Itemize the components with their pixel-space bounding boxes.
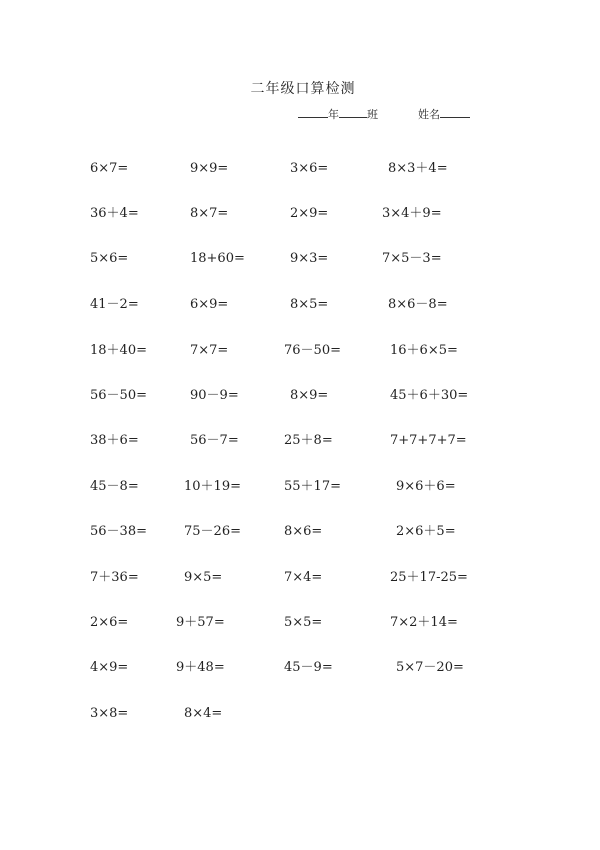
- problem-r1-c3: 3×6=: [290, 161, 329, 176]
- problem-r3-c1: 5×6=: [90, 251, 129, 266]
- problem-r10-c4: 25＋17-25=: [390, 570, 468, 585]
- problem-r2-c3: 2×9=: [290, 206, 329, 221]
- problem-r6-c1: 56－50=: [90, 388, 147, 403]
- problem-r8-c4: 9×6＋6=: [396, 479, 456, 494]
- class-blank: [339, 107, 367, 118]
- problem-r2-c2: 8×7=: [190, 206, 229, 221]
- page-title: 二年级口算检测: [250, 81, 356, 97]
- class-label: 班: [367, 108, 378, 121]
- problem-r4-c4: 8×6－8=: [388, 297, 448, 312]
- problem-r7-c1: 38＋6=: [90, 433, 139, 448]
- problem-r12-c3: 45－9=: [284, 660, 333, 675]
- problem-r1-c4: 8×3＋4=: [388, 161, 448, 176]
- problem-r8-c3: 55＋17=: [284, 479, 341, 494]
- problem-r4-c3: 8×5=: [290, 297, 329, 312]
- grade-blank: [298, 107, 328, 118]
- problem-r3-c2: 18+60=: [190, 251, 245, 266]
- problem-r7-c3: 25＋8=: [284, 433, 333, 448]
- problem-r5-c1: 18＋40=: [90, 343, 147, 358]
- problem-r3-c4: 7×5－3=: [382, 251, 442, 266]
- problem-r8-c2: 10＋19=: [184, 479, 241, 494]
- problem-r5-c2: 7×7=: [190, 343, 229, 358]
- problem-r11-c2: 9＋57=: [176, 615, 225, 630]
- name-blank: [440, 107, 470, 118]
- problem-r12-c4: 5×7－20=: [396, 660, 464, 675]
- problem-r2-c1: 36＋4=: [90, 206, 139, 221]
- class-name-line: [298, 106, 470, 122]
- problem-r9-c1: 56－38=: [90, 524, 147, 539]
- grade-label: 年: [328, 108, 339, 121]
- problem-r12-c1: 4×9=: [90, 660, 129, 675]
- problem-r6-c2: 90－9=: [190, 388, 239, 403]
- problem-r5-c4: 16＋6×5=: [390, 343, 458, 358]
- problem-r10-c1: 7＋36=: [90, 570, 139, 585]
- problem-r4-c2: 6×9=: [190, 297, 229, 312]
- name-label: 姓名: [418, 108, 440, 121]
- problem-r11-c1: 2×6=: [90, 615, 129, 630]
- problem-r10-c2: 9×5=: [184, 570, 223, 585]
- problem-r6-c4: 45＋6＋30=: [390, 388, 469, 403]
- problem-r9-c4: 2×6＋5=: [396, 524, 456, 539]
- problem-r7-c4: 7+7+7+7=: [390, 433, 467, 448]
- problem-r4-c1: 41－2=: [90, 297, 139, 312]
- problem-r5-c3: 76－50=: [284, 343, 341, 358]
- problem-r13-c1: 3×8=: [90, 706, 129, 721]
- problem-r1-c1: 6×7=: [90, 161, 129, 176]
- problem-r10-c3: 7×4=: [284, 570, 323, 585]
- problem-r12-c2: 9＋48=: [176, 660, 225, 675]
- problem-r2-c4: 3×4＋9=: [382, 206, 442, 221]
- problem-r3-c3: 9×3=: [290, 251, 329, 266]
- problem-r6-c3: 8×9=: [290, 388, 329, 403]
- problem-r8-c1: 45－8=: [90, 479, 139, 494]
- problem-r13-c2: 8×4=: [184, 706, 223, 721]
- problem-r11-c4: 7×2＋14=: [390, 615, 458, 630]
- problem-r9-c2: 75－26=: [184, 524, 241, 539]
- problem-r9-c3: 8×6=: [284, 524, 323, 539]
- problem-r11-c3: 5×5=: [284, 615, 323, 630]
- problem-r1-c2: 9×9=: [190, 161, 229, 176]
- problem-r7-c2: 56－7=: [190, 433, 239, 448]
